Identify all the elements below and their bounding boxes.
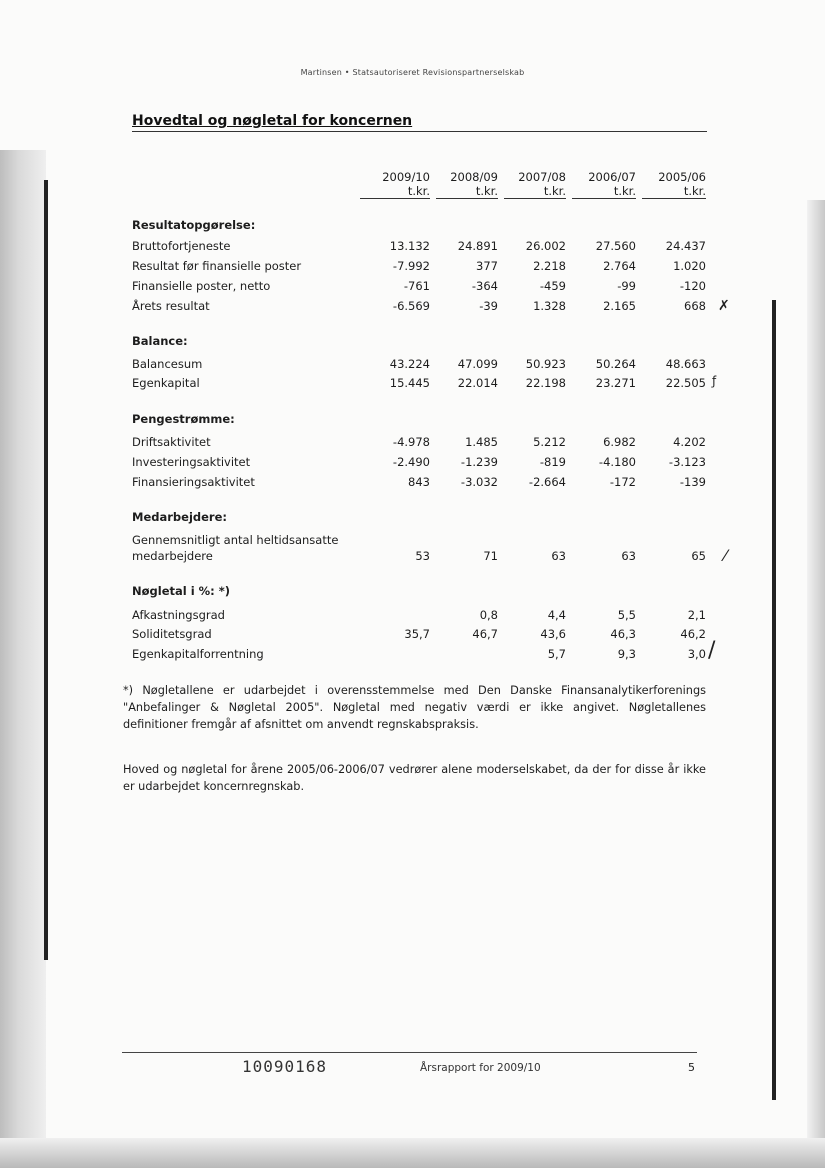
cell: -172 xyxy=(609,475,636,489)
col-header-2005-06 xyxy=(650,170,706,198)
col-rule xyxy=(436,198,498,199)
row-label: Investeringsaktivitet xyxy=(132,455,251,469)
cell: 5.212 xyxy=(533,435,566,449)
cell: 65 xyxy=(691,549,706,563)
cell: 1.485 xyxy=(465,435,498,449)
col-year: 2008/09 xyxy=(450,170,498,184)
scan-edge-bottom xyxy=(0,1138,825,1168)
row-label: Gennemsnitligt antal heltidsansatte xyxy=(132,533,339,547)
title-rule xyxy=(132,131,707,132)
cell: 1.328 xyxy=(533,299,566,313)
cell: -6.569 xyxy=(392,299,430,313)
cell: 0,8 xyxy=(479,608,498,622)
row-label: Egenkapitalforrentning xyxy=(132,647,264,661)
row-label: Egenkapital xyxy=(132,376,200,390)
cell: -2.664 xyxy=(528,475,566,489)
cell: 5,7 xyxy=(547,647,566,661)
cell: 24.891 xyxy=(457,239,498,253)
cell: 13.132 xyxy=(389,239,430,253)
col-year: 2006/07 xyxy=(588,170,636,184)
page-title: Hovedtal og nøgletal for koncernen xyxy=(132,113,413,129)
cell: 15.445 xyxy=(389,376,430,390)
cell: -99 xyxy=(617,279,636,293)
row-label: Driftsaktivitet xyxy=(132,435,211,449)
cell: -39 xyxy=(479,299,498,313)
cell: -2.490 xyxy=(392,455,430,469)
page-number: 5 xyxy=(688,1061,695,1074)
cell: 43.224 xyxy=(389,357,430,371)
row-label: Bruttofortjeneste xyxy=(132,239,231,253)
cell: 3,0 xyxy=(687,647,706,661)
cell: -761 xyxy=(403,279,430,293)
handwritten-slash-mark: ⁄ xyxy=(724,546,727,565)
cell: -4.180 xyxy=(598,455,636,469)
cell: 22.014 xyxy=(457,376,498,390)
handwritten-check-mark: ✗ xyxy=(718,298,730,314)
cell: 35,7 xyxy=(404,627,430,641)
cell: 5,5 xyxy=(617,608,636,622)
handwritten-slash-mark: / xyxy=(708,638,716,663)
row-label: Finansieringsaktivitet xyxy=(132,475,255,489)
cell: 47.099 xyxy=(457,357,498,371)
scan-edge-right-line xyxy=(772,300,776,1100)
cell: 6.982 xyxy=(603,435,636,449)
cell: 27.560 xyxy=(595,239,636,253)
cell: 22.505 xyxy=(665,376,706,390)
cell: 2.165 xyxy=(603,299,636,313)
cell: 50.923 xyxy=(525,357,566,371)
cell: -3.123 xyxy=(668,455,706,469)
col-header-2009-10 xyxy=(374,170,430,198)
cell: 46,3 xyxy=(610,627,636,641)
col-year: 2009/10 xyxy=(382,170,430,184)
cell: 63 xyxy=(551,549,566,563)
cell: 843 xyxy=(408,475,430,489)
section-title-resultat: Resultatopgørelse: xyxy=(132,218,256,232)
col-rule xyxy=(642,198,706,199)
row-label: Årets resultat xyxy=(132,299,210,313)
cell: 26.002 xyxy=(525,239,566,253)
cell: -120 xyxy=(679,279,706,293)
cell: 24.437 xyxy=(665,239,706,253)
scan-edge-left-line xyxy=(44,180,48,960)
cell: 668 xyxy=(684,299,706,313)
cell: 71 xyxy=(483,549,498,563)
cell: 2,1 xyxy=(687,608,706,622)
row-label: Resultat før finansielle poster xyxy=(132,259,302,273)
cell: 377 xyxy=(476,259,498,273)
scan-edge-right xyxy=(807,200,825,1160)
col-header-2007-08 xyxy=(510,170,566,198)
note-moderselskab: Hoved og nøgletal for årene 2005/06-2006/07 vedrører alene moderselskabet, da der for disse år ikke er udarbejdet koncernregnskab. xyxy=(123,763,706,793)
cell: 2.764 xyxy=(603,259,636,273)
cell: 46,7 xyxy=(472,627,498,641)
cell: 46,2 xyxy=(680,627,706,641)
col-unit: t.kr. xyxy=(475,184,498,198)
cell: 43,6 xyxy=(540,627,566,641)
cell: -3.032 xyxy=(460,475,498,489)
cell: 23.271 xyxy=(595,376,636,390)
cell: -1.239 xyxy=(460,455,498,469)
cell: -139 xyxy=(679,475,706,489)
row-label: Soliditetsgrad xyxy=(132,627,212,641)
cell: 1.020 xyxy=(673,259,706,273)
section-title-noegletal: Nøgletal i %: *) xyxy=(132,584,231,598)
col-rule xyxy=(360,198,430,199)
section-title-balance: Balance: xyxy=(132,334,188,348)
col-unit: t.kr. xyxy=(543,184,566,198)
cell: -7.992 xyxy=(392,259,430,273)
row-label: medarbejdere xyxy=(132,549,213,563)
cell: -364 xyxy=(471,279,498,293)
cell: 53 xyxy=(415,549,430,563)
row-label: Afkastningsgrad xyxy=(132,608,225,622)
row-label: Balancesum xyxy=(132,357,203,371)
cell: 4.202 xyxy=(673,435,706,449)
handwritten-tick-mark: ƒ xyxy=(712,374,717,388)
col-unit: t.kr. xyxy=(613,184,636,198)
section-title-pengestromme: Pengestrømme: xyxy=(132,412,235,426)
footer-report-title: Årsrapport for 2009/10 xyxy=(420,1062,541,1074)
col-rule xyxy=(504,198,566,199)
cell: 50.264 xyxy=(595,357,636,371)
cell: -819 xyxy=(539,455,566,469)
cell: 22.198 xyxy=(525,376,566,390)
cell: 63 xyxy=(621,549,636,563)
col-unit: t.kr. xyxy=(407,184,430,198)
section-title-medarbejdere: Medarbejdere: xyxy=(132,510,227,524)
cell: 2.218 xyxy=(533,259,566,273)
footnote-noegletal: *) Nøgletallene er udarbejdet i overensstemmelse med Den Danske Finansanalytikerforenings "Anbefalinger & Nøgletal 2005". Nøgletal med negativ værdi er ikke angivet. Nøgletallenes definitioner fremgår af afsnittet om anvendt regnskabspraksis. xyxy=(123,684,706,731)
firm-header: Martinsen • Statsautoriseret Revisionspartnerselskab xyxy=(300,68,525,77)
col-unit: t.kr. xyxy=(683,184,706,198)
footer-rule xyxy=(122,1052,697,1053)
cell: 48.663 xyxy=(665,357,706,371)
col-header-2006-07 xyxy=(580,170,636,198)
col-rule xyxy=(572,198,636,199)
cell: 9,3 xyxy=(617,647,636,661)
col-year: 2007/08 xyxy=(518,170,566,184)
row-label: Finansielle poster, netto xyxy=(132,279,271,293)
scan-edge-left xyxy=(0,150,46,1160)
col-year: 2005/06 xyxy=(658,170,706,184)
cell: -4.978 xyxy=(392,435,430,449)
col-header-2008-09 xyxy=(442,170,498,198)
cell: 4,4 xyxy=(547,608,566,622)
document-id-stamp: 10090168 xyxy=(242,1057,328,1076)
cell: -459 xyxy=(539,279,566,293)
